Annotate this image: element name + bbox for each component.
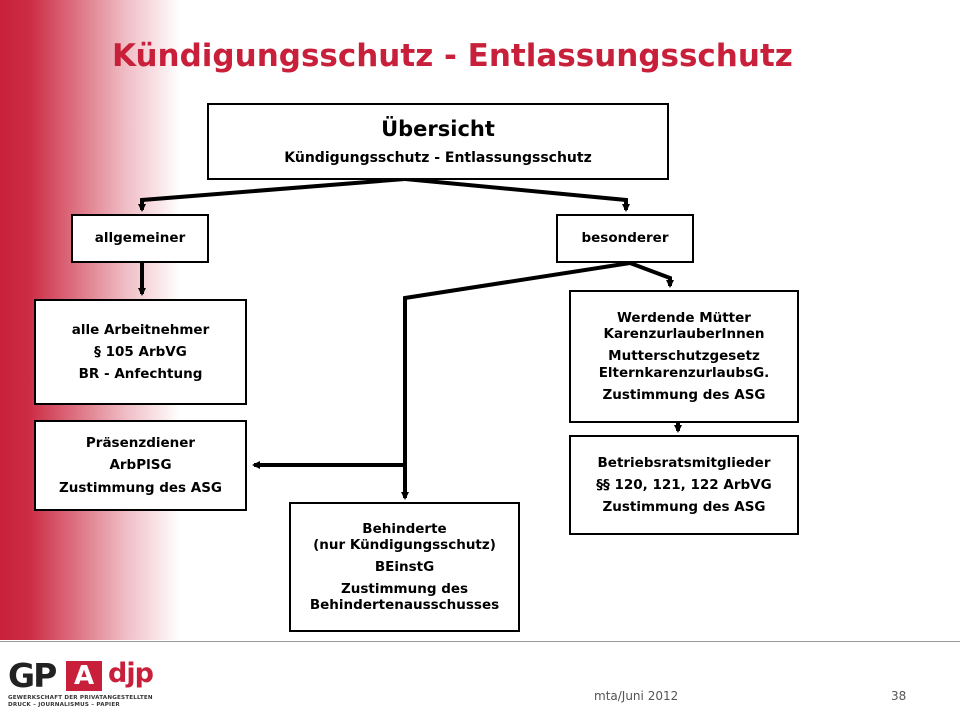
behinderte-line4: Zustimmung des bbox=[340, 581, 469, 598]
logo-tagline-line2: DRUCK – JOURNALISMUS – PAPIER bbox=[8, 702, 120, 708]
alle-arbeitnehmer-line3: BR - Anfechtung bbox=[78, 366, 203, 383]
betriebsrat-line2: §§ 120, 121, 122 ArbVG bbox=[596, 476, 772, 493]
alle-arbeitnehmer-box bbox=[34, 299, 247, 405]
allgemeiner-box bbox=[71, 214, 209, 263]
behinderte-line1: Behinderte bbox=[362, 520, 447, 537]
praesenzdiener-line3: Zustimmung des ASG bbox=[58, 479, 223, 496]
connector-to-allgemeiner bbox=[142, 179, 405, 210]
logo-djp-text: djp bbox=[108, 658, 153, 689]
betriebsrat-line3: Zustimmung des ASG bbox=[602, 499, 766, 516]
logo-tagline bbox=[8, 695, 153, 709]
behinderte-line3: BEinstG bbox=[374, 558, 435, 575]
overview-title: Übersicht bbox=[381, 116, 495, 141]
besonderer-box bbox=[556, 214, 694, 263]
overview-box bbox=[207, 103, 669, 180]
praesenzdiener-box bbox=[34, 420, 247, 511]
behinderte-line5: Behindertenausschusses bbox=[309, 597, 500, 614]
betriebsrat-box bbox=[569, 435, 799, 535]
overview-subtitle: Kündigungsschutz - Entlassungsschutz bbox=[284, 149, 592, 166]
werdende-muetter-box bbox=[569, 290, 799, 423]
praesenzdiener-line1: Präsenzdiener bbox=[85, 435, 196, 452]
footer-divider bbox=[0, 641, 960, 642]
page-number: 38 bbox=[891, 689, 907, 703]
allgemeiner-label: allgemeiner bbox=[94, 230, 186, 247]
connector-to-werdende-muetter bbox=[630, 263, 670, 286]
behinderte-box bbox=[289, 502, 520, 632]
connector-to-besonderer bbox=[405, 179, 626, 210]
logo-gp-text: GP bbox=[8, 656, 56, 695]
logo-tagline-line1: GEWERKSCHAFT DER PRIVATANGESTELLTEN bbox=[8, 695, 153, 701]
werdende-muetter-line2: KarenzurlauberInnen bbox=[603, 326, 765, 343]
footer-date: mta/Juni 2012 bbox=[594, 689, 679, 703]
gpa-djp-logo bbox=[8, 656, 153, 711]
behinderte-line2: (nur Kündigungsschutz) bbox=[313, 536, 496, 553]
werdende-muetter-line4: ElternkarenzurlaubsG. bbox=[598, 364, 770, 381]
alle-arbeitnehmer-line2: § 105 ArbVG bbox=[94, 343, 187, 360]
werdende-muetter-line5: Zustimmung des ASG bbox=[602, 386, 766, 403]
werdende-muetter-line3: Mutterschutzgesetz bbox=[608, 348, 760, 365]
werdende-muetter-line1: Werdende Mütter bbox=[617, 310, 751, 327]
logo-a-text: A bbox=[66, 661, 102, 691]
besonderer-label: besonderer bbox=[581, 230, 669, 247]
page-title: Kündigungsschutz - Entlassungsschutz bbox=[112, 38, 793, 74]
betriebsrat-line1: Betriebsratsmitglieder bbox=[597, 454, 771, 471]
alle-arbeitnehmer-line1: alle Arbeitnehmer bbox=[71, 321, 210, 338]
praesenzdiener-line2: ArbPlSG bbox=[109, 457, 172, 474]
